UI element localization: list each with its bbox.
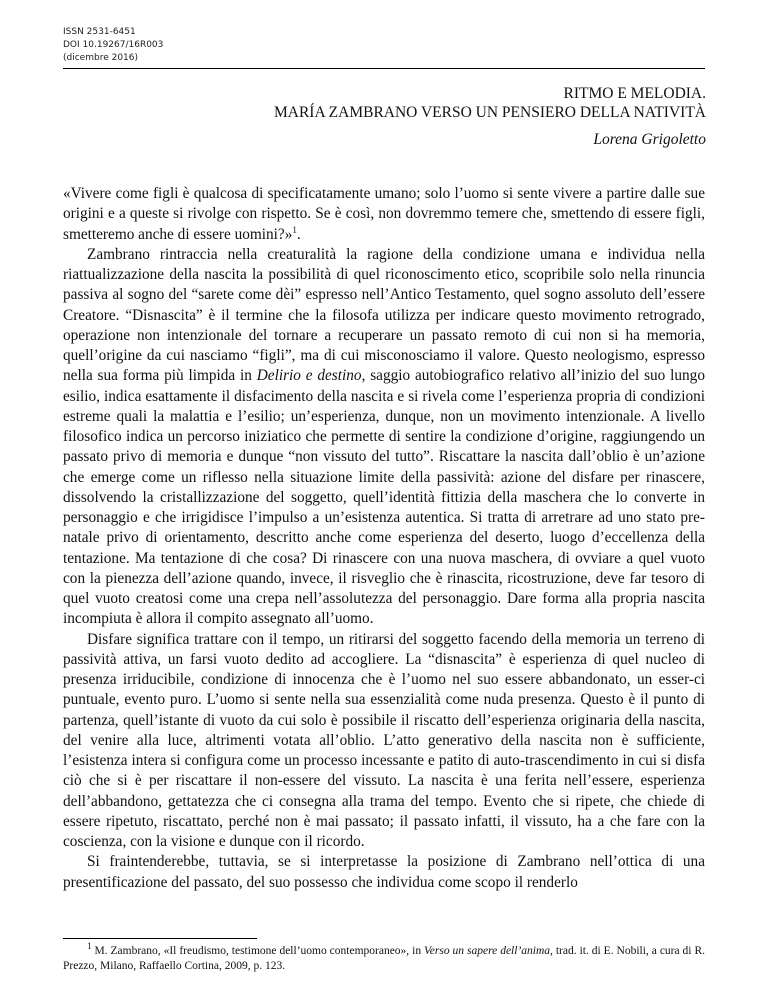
author-name: Lorena Grigoletto: [593, 131, 706, 148]
footnote-rule: [63, 938, 257, 939]
footnote-1: $^1$ M. Zambrano, «Il freudismo, testimone dell’uomo contemporaneo», in Verso un sapere dell’anima, trad. it. di E. Nobili, a cura di R. Prezzo, Milano, Raffaello Cortina, 2009, p. 123.: [63, 941, 706, 972]
footnote-number: 1: [87, 941, 92, 952]
article-title: [274, 84, 706, 122]
footnote-book-title: Verso un sapere dell’anima: [424, 945, 551, 957]
article-body: [63, 184, 705, 893]
paragraph-1: «Vivere come figli è qualcosa di specificatamente umano; solo l’uomo si sente vivere a partire dalle sue origini e a queste si rivolge con rispetto. Se è così, non dovremmo temere che, smettendo di essere figli, smetteremo anche di essere uomini?»$^1$.: [63, 185, 705, 243]
title-line-2: MARÍA ZAMBRANO VERSO UN PENSIERO DELLA NATIVITÀ: [273, 104, 706, 121]
paragraph-2: Zambrano rintraccia nella creaturalità la ragione della condizione umana e individua nella riattualizzazione della nascita la possibilità di quel riconoscimento etico, scopribile solo nella rinuncia passiva al sogno del “sarete come dèi” espresso nell’Antico Testamento, quel sogno assoluto dell’essere Creatore. “Disnascita” è il termine che la filosofa utilizza per indicare questo movimento retrogrado, operazione non intenzionale del tornare a recuperare un passato remoto di cui non si ha memoria, quell’origine da cui nasciamo “figli”, ma di cui misconosciamo il valore. Questo neologismo, espresso nella sua forma più limpida in Delirio e destino, saggio autobiografico relativo all’inizio del suo lungo esilio, indica esattamente il disfacimento della nascita e si rivela come l’esperienza propria di condizioni estreme quali la malattia e l’esilio; un’esperienza, dunque, non un movimento intenzionale. A livello filosofico indica un percorso iniziatico che permette di sentire la condizione d’origine, raggiungendo un passato privo di memoria e dunque “non vissuto del tutto”. Riscattare la nascita dall’oblio è un’azione che emerge come un riflesso nella situazione limite della passività: azione del disfare per rinascere, dissolvendo la cristallizzazione del soggetto, quell’identità fittizia della maschera che lo converte in personaggio e che irrigidisce l’impulso a un’esistenza autentica. Si tratta di arretrare ad uno stato pre-natale privo di orientamento, descritto anche come esperienza del deserto, luogo d’eccellenza della tentazione. Ma tentazione di che cosa? Di rinascere con una nuova maschera, di ovviare a quel vuoto con la pienezza dell’azione quando, invece, il risveglio che è rinascita, ricostruzione, deve far tesoro di quel vuoto creatosi come una crepa nell’assolutezza del personaggio. Dare forma alla propria nascita incompiuta è allora il compito assegnato all’uomo.: [63, 245, 705, 628]
doi: DOI 10.19267/16R003: [63, 40, 164, 50]
issue-date: (dicembre 2016): [63, 53, 139, 63]
book-title: Delirio e destino: [256, 367, 362, 385]
paragraph-4: Si fraintenderebbe, tuttavia, se si interpretasse la posizione di Zambrano nell’ottica di una presentificazione del passato, del suo possesso che individua come scopo il renderlo: [63, 853, 705, 891]
footnote-ref-1[interactable]: 1: [292, 224, 297, 235]
header-rule: [63, 68, 705, 69]
journal-header: [63, 26, 163, 65]
paragraph-3: Disfare significa trattare con il tempo, un ritirarsi del soggetto facendo della memoria un terreno di passività attiva, un farsi vuoto dedito ad accogliere. La “disnascita” è esperienza di quel nucleo di presenza irriducibile, condizione di innocenza che è l’uomo nel suo essere abbandonato, un esser-ci puntuale, evento puro. L’uomo si sente nella sua essenzialità come nuda presenza. Questo è il punto di partenza, quell’istante di vuoto da cui solo è possibile il riscatto dell’esperienza originaria della nascita, del venire alla luce, altrimenti votata all’oblio. L’atto generativo della nascita non è sufficiente, l’esistenza intera si configura come un processo incessante e patito di auto-trascendimento in cui si disfa ciò che si è per riscattare il non-essere del vissuto. La nascita è una ferita nell’essere, esperienza dell’abbandono, gettatezza che ci consegna alla trama del tempo. Evento che si ripete, che chiede di essere ripetuto, riscattato, perché non è mai passato; il passato infatti, il vissuto, ha a che fare con la coscienza, con la visione e dunque con il ricordo.: [63, 630, 705, 850]
issn: ISSN 2531-6451: [63, 27, 136, 37]
title-line-1: RITMO E MELODIA.: [563, 85, 706, 102]
